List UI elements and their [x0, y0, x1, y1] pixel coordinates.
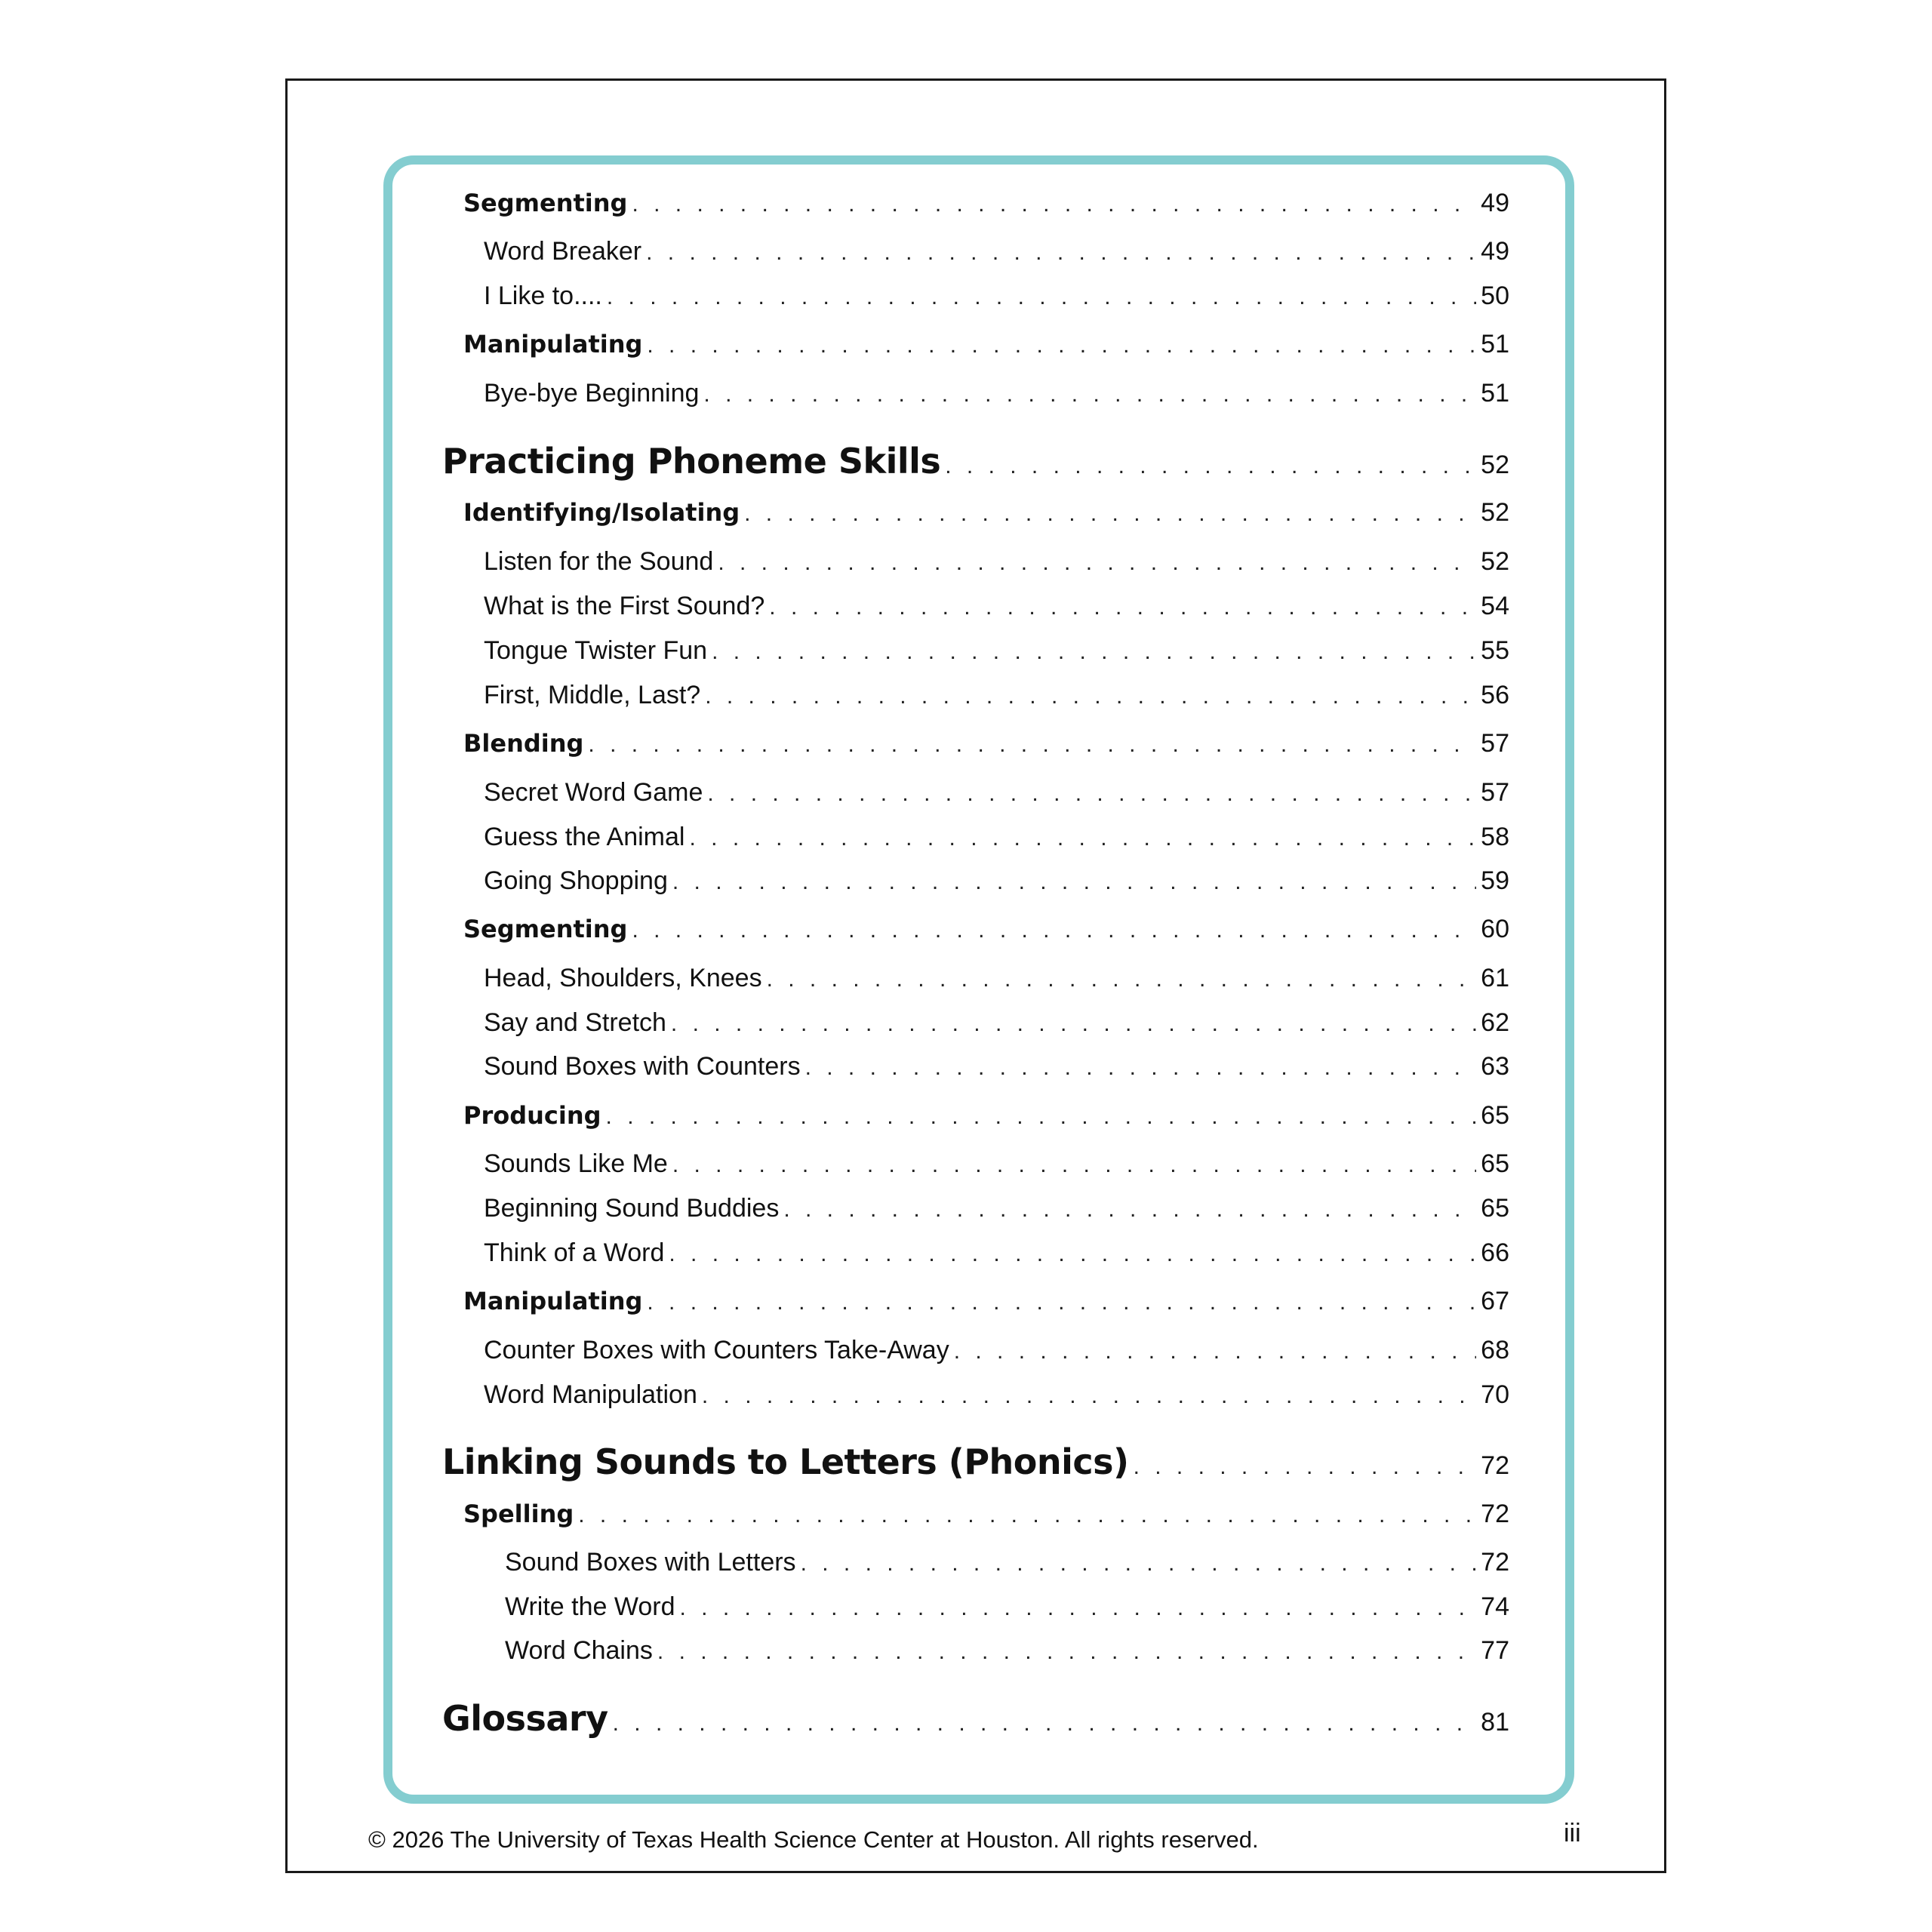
toc-entry-page: 58 [1481, 823, 1509, 851]
toc-entry-page: 49 [1481, 237, 1509, 266]
toc-entry-title: Producing [463, 1101, 601, 1130]
dot-leader [672, 1152, 1476, 1178]
toc-entry-title: Secret Word Game [484, 778, 703, 807]
toc-entry-tongue-twister-fun[interactable] [442, 636, 1509, 666]
toc-entry-counter-boxes-take-away[interactable] [442, 1336, 1509, 1365]
toc-entry-what-is-the-first-sound[interactable] [442, 592, 1509, 621]
dot-leader [945, 454, 1476, 479]
toc-entry-title: Say and Stretch [484, 1008, 666, 1037]
dot-leader [647, 333, 1476, 358]
toc-section-linking-sounds-to-letters[interactable] [442, 1441, 1509, 1482]
toc-entry-think-of-a-word[interactable] [442, 1238, 1509, 1268]
toc-entry-first-middle-last[interactable] [442, 681, 1509, 710]
toc-entry-page: 70 [1481, 1380, 1509, 1409]
toc-entry-title: Manipulating [463, 1287, 643, 1315]
toc-entry-sound-boxes-with-counters[interactable] [442, 1052, 1509, 1081]
toc-entry-page: 50 [1481, 281, 1509, 310]
toc-entry-spelling[interactable] [442, 1500, 1509, 1529]
dot-leader [646, 240, 1476, 266]
toc-entry-page: 77 [1481, 1636, 1509, 1665]
toc-entry-head-shoulders-knees[interactable] [442, 964, 1509, 993]
toc-entry-title: Tongue Twister Fun [484, 636, 708, 665]
toc-section-title: Linking Sounds to Letters (Phonics) [442, 1441, 1129, 1482]
toc-entry-title: What is the First Sound? [484, 592, 765, 620]
toc-entry-title: Bye-bye Beginning [484, 379, 700, 408]
toc-section-title: Glossary [442, 1698, 608, 1739]
dot-leader [705, 684, 1476, 709]
toc-entry-page: 49 [1481, 189, 1509, 217]
toc-entry-page: 68 [1481, 1336, 1509, 1364]
toc-entry-title: Manipulating [463, 330, 643, 358]
toc-entry-title: Segmenting [463, 189, 628, 217]
dot-leader [702, 1383, 1476, 1409]
dot-leader [703, 382, 1476, 408]
toc-entry-title: Head, Shoulders, Knees [484, 964, 762, 992]
toc-entry-page: 54 [1481, 592, 1509, 620]
toc-entry-page: 52 [1481, 451, 1509, 479]
toc-entry-page: 72 [1481, 1500, 1509, 1528]
dot-leader [954, 1339, 1476, 1364]
toc-entry-page: 60 [1481, 915, 1509, 943]
toc-entry-page: 72 [1481, 1451, 1509, 1480]
toc-entry-title: Write the Word [505, 1592, 675, 1621]
toc-entry-page: 72 [1481, 1548, 1509, 1577]
toc-entry-title: Listen for the Sound [484, 547, 714, 576]
dot-leader [632, 192, 1476, 217]
toc-section-title: Practicing Phoneme Skills [442, 441, 941, 481]
toc-entry-title: First, Middle, Last? [484, 681, 701, 709]
dot-leader [805, 1055, 1477, 1081]
toc-entry-listen-for-the-sound[interactable] [442, 547, 1509, 577]
toc-section-practicing-phoneme-skills[interactable] [442, 441, 1509, 481]
dot-leader [801, 1551, 1477, 1577]
toc-entry-page: 57 [1481, 778, 1509, 807]
dot-leader [707, 781, 1476, 807]
toc-entry-title: Segmenting [463, 915, 628, 943]
dot-leader [647, 1290, 1476, 1315]
dot-leader [718, 550, 1476, 576]
toc-entry-title: Counter Boxes with Counters Take-Away [484, 1336, 949, 1364]
toc-entry-page: 65 [1481, 1149, 1509, 1178]
dot-leader [672, 869, 1476, 895]
toc-entry-title: Word Breaker [484, 237, 642, 266]
toc-entry-page: 52 [1481, 547, 1509, 576]
toc-entry-word-chains[interactable] [442, 1636, 1509, 1666]
dot-leader [744, 501, 1476, 527]
dot-leader [679, 1595, 1476, 1621]
dot-leader [689, 826, 1476, 851]
toc-entry-guess-the-animal[interactable] [442, 823, 1509, 852]
toc-entry-title: Word Chains [505, 1636, 653, 1665]
toc-entry-title: I Like to.... [484, 281, 602, 310]
toc-entry-page: 81 [1481, 1708, 1509, 1737]
dot-leader [657, 1639, 1476, 1665]
toc-entry-page: 74 [1481, 1592, 1509, 1621]
dot-leader [607, 285, 1476, 310]
copyright-notice: © 2026 The University of Texas Health Science Center at Houston. All rights reserved. [368, 1826, 1259, 1853]
toc-entry-secret-word-game[interactable] [442, 778, 1509, 808]
toc-entry-say-and-stretch[interactable] [442, 1008, 1509, 1038]
toc-entry-title: Sound Boxes with Counters [484, 1052, 801, 1081]
toc-entry-page: 51 [1481, 330, 1509, 358]
toc-entry-page: 59 [1481, 866, 1509, 895]
toc-entry-manipulating-2[interactable] [442, 1287, 1509, 1316]
toc-entry-write-the-word[interactable] [442, 1592, 1509, 1622]
dot-leader [613, 1711, 1477, 1737]
toc-entry-title: Beginning Sound Buddies [484, 1194, 780, 1223]
dot-leader [712, 639, 1476, 665]
toc-entry-bye-bye-beginning[interactable] [442, 379, 1509, 408]
toc-entry-page: 51 [1481, 379, 1509, 408]
toc-entry-title: Sounds Like Me [484, 1149, 668, 1178]
toc-entry-page: 55 [1481, 636, 1509, 665]
toc-entry-identifying-isolating[interactable] [442, 498, 1509, 528]
toc-entry-title: Sound Boxes with Letters [505, 1548, 796, 1577]
toc-entry-sounds-like-me[interactable] [442, 1149, 1509, 1179]
toc-entry-title: Spelling [463, 1500, 574, 1528]
page-number: iii [1564, 1819, 1581, 1847]
toc-entry-segmenting-2[interactable] [442, 915, 1509, 944]
toc-entry-page: 66 [1481, 1238, 1509, 1267]
toc-entry-beginning-sound-buddies[interactable] [442, 1194, 1509, 1223]
toc-entry-blending[interactable] [442, 729, 1509, 758]
toc-entry-title: Think of a Word [484, 1238, 665, 1267]
toc-entry-page: 65 [1481, 1194, 1509, 1223]
toc-entry-page: 63 [1481, 1052, 1509, 1081]
toc-entry-word-breaker[interactable] [442, 237, 1509, 266]
toc-entry-page: 62 [1481, 1008, 1509, 1037]
dot-leader [669, 1241, 1476, 1267]
toc-entry-manipulating[interactable] [442, 330, 1509, 359]
toc-section-glossary[interactable] [442, 1698, 1509, 1739]
toc-entry-segmenting[interactable] [442, 189, 1509, 218]
dot-leader [767, 967, 1477, 992]
toc-entry-page: 65 [1481, 1101, 1509, 1130]
toc-entry-page: 56 [1481, 681, 1509, 709]
dot-leader [1134, 1454, 1477, 1480]
toc-entry-title: Identifying/Isolating [463, 498, 740, 527]
dot-leader [632, 918, 1476, 943]
toc-entry-title: Blending [463, 729, 584, 758]
toc-entry-going-shopping[interactable] [442, 866, 1509, 896]
dot-leader [578, 1503, 1476, 1528]
dot-leader [606, 1104, 1477, 1130]
toc-entry-title: Guess the Animal [484, 823, 685, 851]
toc-entry-title: Going Shopping [484, 866, 668, 895]
toc-entry-page: 52 [1481, 498, 1509, 527]
toc-entry-page: 67 [1481, 1287, 1509, 1315]
toc-entry-producing[interactable] [442, 1101, 1509, 1131]
dot-leader [588, 732, 1476, 758]
toc-entry-word-manipulation[interactable] [442, 1380, 1509, 1410]
dot-leader [671, 1011, 1476, 1037]
toc-entry-page: 57 [1481, 729, 1509, 758]
toc-entry-sound-boxes-with-letters[interactable] [442, 1548, 1509, 1577]
dot-leader [783, 1197, 1476, 1223]
toc-entry-title: Word Manipulation [484, 1380, 697, 1409]
toc-entry-i-like-to[interactable] [442, 281, 1509, 311]
toc-entry-page: 61 [1481, 964, 1509, 992]
dot-leader [769, 595, 1476, 620]
